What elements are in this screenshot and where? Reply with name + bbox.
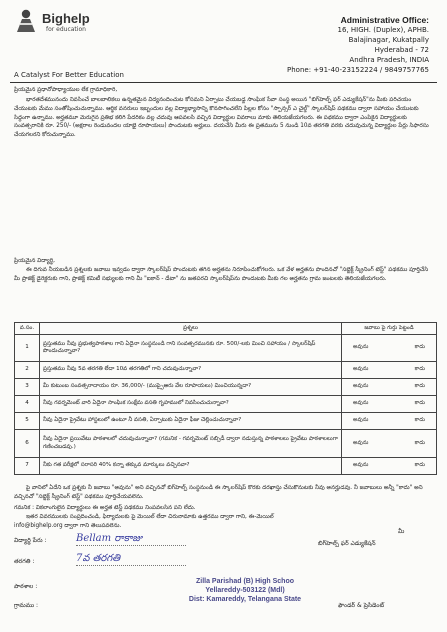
question-text: నీవు ఏదైనా ప్రయివేటు పాఠశాలలో చదువుచున్నావా? (గమనిక - గవర్నమెంట్ సబ్సిడీ ద్వారా నడుస్తున్న పాఠశాలలు ప్రైవేటు పాఠశాలలుగా గణించబడవు.) — [40, 430, 342, 458]
row-number: 7 — [15, 458, 40, 475]
question-text: ప్రస్తుతము నీవు 5వ తరగతి లేదా 10వ తరగతిలో గాని చదువుచున్నావా? — [40, 362, 342, 379]
answer-cell — [342, 458, 437, 475]
yes-option[interactable]: అవును — [353, 417, 369, 424]
no-option[interactable]: కాదు — [414, 366, 425, 373]
eligibility-table — [14, 322, 437, 475]
no-option[interactable]: కాదు — [414, 417, 425, 424]
header-questions: ప్రశ్నలు — [40, 323, 342, 335]
answer-cell — [342, 335, 437, 362]
yes-option[interactable]: అవును — [353, 366, 369, 373]
no-option[interactable]: కాదు — [414, 400, 425, 407]
office-address-block — [209, 14, 429, 76]
header-divider — [10, 82, 437, 83]
no-option[interactable]: కాదు — [414, 383, 425, 390]
row-number: 1 — [15, 335, 40, 362]
phone-line: Phone: +91-40-23152224 / 9849757765 — [287, 65, 429, 74]
stamp-line: Yellareddy-503122 (Mdl) — [205, 586, 285, 594]
salutation: ప్రియమైన ప్రధానోపాధ్యాయుల లేక గ్రామాధికారి, — [14, 87, 118, 93]
answer-cell — [342, 379, 437, 396]
row-number: 3 — [15, 379, 40, 396]
no-option[interactable]: కాదు — [414, 344, 425, 351]
address-line: Hyderabad - 72 — [374, 45, 429, 54]
table-row — [15, 335, 437, 362]
question-text: నీవు ఏదైనా ప్రైవేటు హాస్టలులో ఉంటూ నీ వసతి, ఏర్పాటుకు ఏదైనా ఫీజు చెల్లించుచున్నావా? — [40, 413, 342, 430]
address-line: Andhra Pradesh, INDIA — [349, 55, 429, 64]
logo-subtitle: for education — [46, 26, 86, 33]
table-row — [15, 458, 437, 475]
student-paragraph: ఈ దిగువ నీయబడిన ప్రశ్నలకు జవాబు ఇవ్వడం ద్వారా స్కాలర్‌షిప్ పొందుటకు తగిన అర్హతను నిరూపించుకోగలరు. ఒక వేళ అర్హతను పొందినచో "సబ్జెక్ట్ స్క్రీనింగ్ టెస్ట్" పథకము పూర్తిచేసి మీ ప్రాజెక్ట్ డైరెక్టరుకు గాని, ప్రాజెక్ట్ కమిటీ సభ్యులకు గాని మీ "ఐకాన్ - డేటా" ను జతపరచి స్కాలర్‌షిప్‌ను పొందుటకు మీకు గల అర్హతను గ్రామ జంటలకు తెలియజేయగలరు. — [14, 267, 429, 282]
question-text: నీవు గవర్నమెంట్ వారి ఏదైనా సాంఘిక సంక్షేమ వసతి గృహములో నివసించుచున్నావా? — [40, 396, 342, 413]
answer-cell — [342, 413, 437, 430]
disability-note: గమనిక : వికలాంగులైన విద్యార్థులు ఈ అర్హత టెస్ట్ పథకము నింపవలసిన పని లేదు. — [14, 505, 196, 511]
bighelp-logo-icon — [14, 8, 38, 34]
school-label: పాఠశాల : — [14, 583, 38, 590]
student-name-label: విద్యార్థి పేరు : — [14, 537, 47, 544]
yes-option[interactable]: అవును — [353, 462, 369, 469]
yes-option[interactable]: అవును — [353, 344, 369, 351]
address-line: Balajinagar, Kukatpally — [348, 36, 429, 44]
class-field[interactable]: 7వ తరగతి — [76, 552, 186, 566]
contact-email: info@bighelp.org ద్వారా గాని తెలుపవలెను. — [14, 523, 122, 529]
contact-note: ఇతర వివరములకు సంప్రదించండి, ఫిర్యాదులకు పై మెయిల్ లేదా చిరునామాకు ఉత్తరము ద్వారా గాని, ఈ-మెయిల్ — [26, 514, 274, 520]
question-text: నీకు గత పరీక్షలో సరాసరి 40% కన్నా తక్కువ మార్కులు వచ్చినవా? — [40, 458, 342, 475]
tagline: A Catalyst For Better Education — [14, 71, 124, 79]
class-label: తరగతి : — [14, 558, 35, 565]
student-name-field[interactable]: Bellam రాకాజు — [76, 532, 186, 546]
stamp-line: Zilla Parishad (B) High Schoo — [195, 578, 294, 585]
founder-title: ఫౌండర్ & ప్రెసిడెంట్ — [338, 602, 385, 609]
yes-option[interactable]: అవును — [353, 383, 369, 390]
row-number: 6 — [15, 430, 40, 458]
answer-cell — [342, 430, 437, 458]
table-row — [15, 430, 437, 458]
table-row — [15, 396, 437, 413]
table-row — [15, 362, 437, 379]
logo-name: Bighelp — [42, 11, 90, 26]
eligibility-note: పై వానిలో ఏదేని ఒక ప్రశ్నకు నీ జవాబు "అవును" అని వచ్చినచో బిగ్‌హెల్ప్ సంస్థనుండి ఈ స్కాలర్‌షిప్ కొరకు దరఖాస్తు చేసుకొనుటకు నీవు అనర్హుడవు. నీ జవాబులు అన్నీ "కాదు" అని వచ్చినచో "సబ్జెక్ట్ స్క్రీనింగ్ టెస్ట్" పథకము పూర్తిచేయవలెను. — [14, 485, 423, 500]
org-signature: బిగ్‌హెల్ప్ ఫర్ ఎడ్యుకేషన్ — [318, 540, 376, 547]
row-number: 2 — [15, 362, 40, 379]
question-text: మీ కుటుంబ సంవత్సరాదాయం రూ. 36,000/- (ముప్పైఆరు వేల రూపాయలు) మించియున్నదా? — [40, 379, 342, 396]
yes-option[interactable]: అవును — [353, 400, 369, 407]
no-option[interactable]: కాదు — [414, 462, 425, 469]
intro-paragraph: భారతదేశమునందు నివసించే బాలబాలికలు ఉన్నతమైన విద్యనందించుట కోసమని ఏర్పాటు చేయబడ్డ సాంఘిక సేవా సంస్థ అయిన "బిగ్‌హెల్ప్ ఫర్ ఎడ్యుకేషన్"ను మీకు పరిచయం చేయుటకు మేము సంతోషించుచున్నాము. ఆర్థిక వనరులు ఇబ్బందుల వల్ల విద్యాభ్యాసాన్ని కొనసాగించలేని పిల్లల కోసం "స్పాన్సర్ ఎ చైల్డ్" స్కాలర్‌షిప్ పథకము ద్వారా సహాయం చేయుటకు సిద్ధంగా ఉన్నాము. అర్హతమూ మెరుగైన ప్రతిభ కలిగి పేదరికం వల్ల చదువు ఆపవలసి వచ్చిన విద్యార్థుల వివరాలు మాకు తెలియజేయగలరు. ఈ పథకము ద్వారా ఎంపికైన విద్యార్థులకు సంవత్సరానికి రూ. 250/- (అక్షరాల రెండువందల యాభై రూపాయలు) పొందుటకు అర్హులు. దయచేసి మీరు ఈ ప్రతమును 5 నుండి 10వ తరగతి వరకు చదువుచున్న విద్యార్థుల పేర్లు సిఫారసు చేయగలరని కోరుచున్నాము. — [14, 97, 429, 139]
office-title: Administrative Office: — [340, 15, 429, 25]
stamp-line: Dist: Kamareddy, Telangana State — [188, 595, 302, 603]
student-salutation: ప్రియమైన విద్యార్థి, — [14, 258, 55, 264]
signature-prefix: మీ — [398, 528, 405, 535]
village-label: గ్రామము : — [14, 602, 39, 609]
yes-option[interactable]: అవును — [353, 439, 369, 446]
question-text: ప్రస్తుతము నీవు ప్రభుత్వపాఠశాల గాని ఏదైనా సంస్థనుండి గాని సంవత్సరమునకు రూ. 500/-లకు మించి సహాయం / స్కాలర్‌షిప్ పొందుచున్నావా? — [40, 335, 342, 362]
answer-cell — [342, 396, 437, 413]
header-answer: జవాబు పై గుర్తు పెట్టండి — [342, 323, 437, 335]
table-row — [15, 379, 437, 396]
school-stamp — [140, 578, 350, 604]
table-header-row — [15, 323, 437, 335]
header-serial: వ.సం. — [15, 323, 40, 335]
table-row — [15, 413, 437, 430]
answer-cell — [342, 362, 437, 379]
row-number: 5 — [15, 413, 40, 430]
address-line: 16, HIGH. (Duplex), APHB. — [337, 26, 429, 35]
row-number: 4 — [15, 396, 40, 413]
no-option[interactable]: కాదు — [414, 439, 425, 446]
